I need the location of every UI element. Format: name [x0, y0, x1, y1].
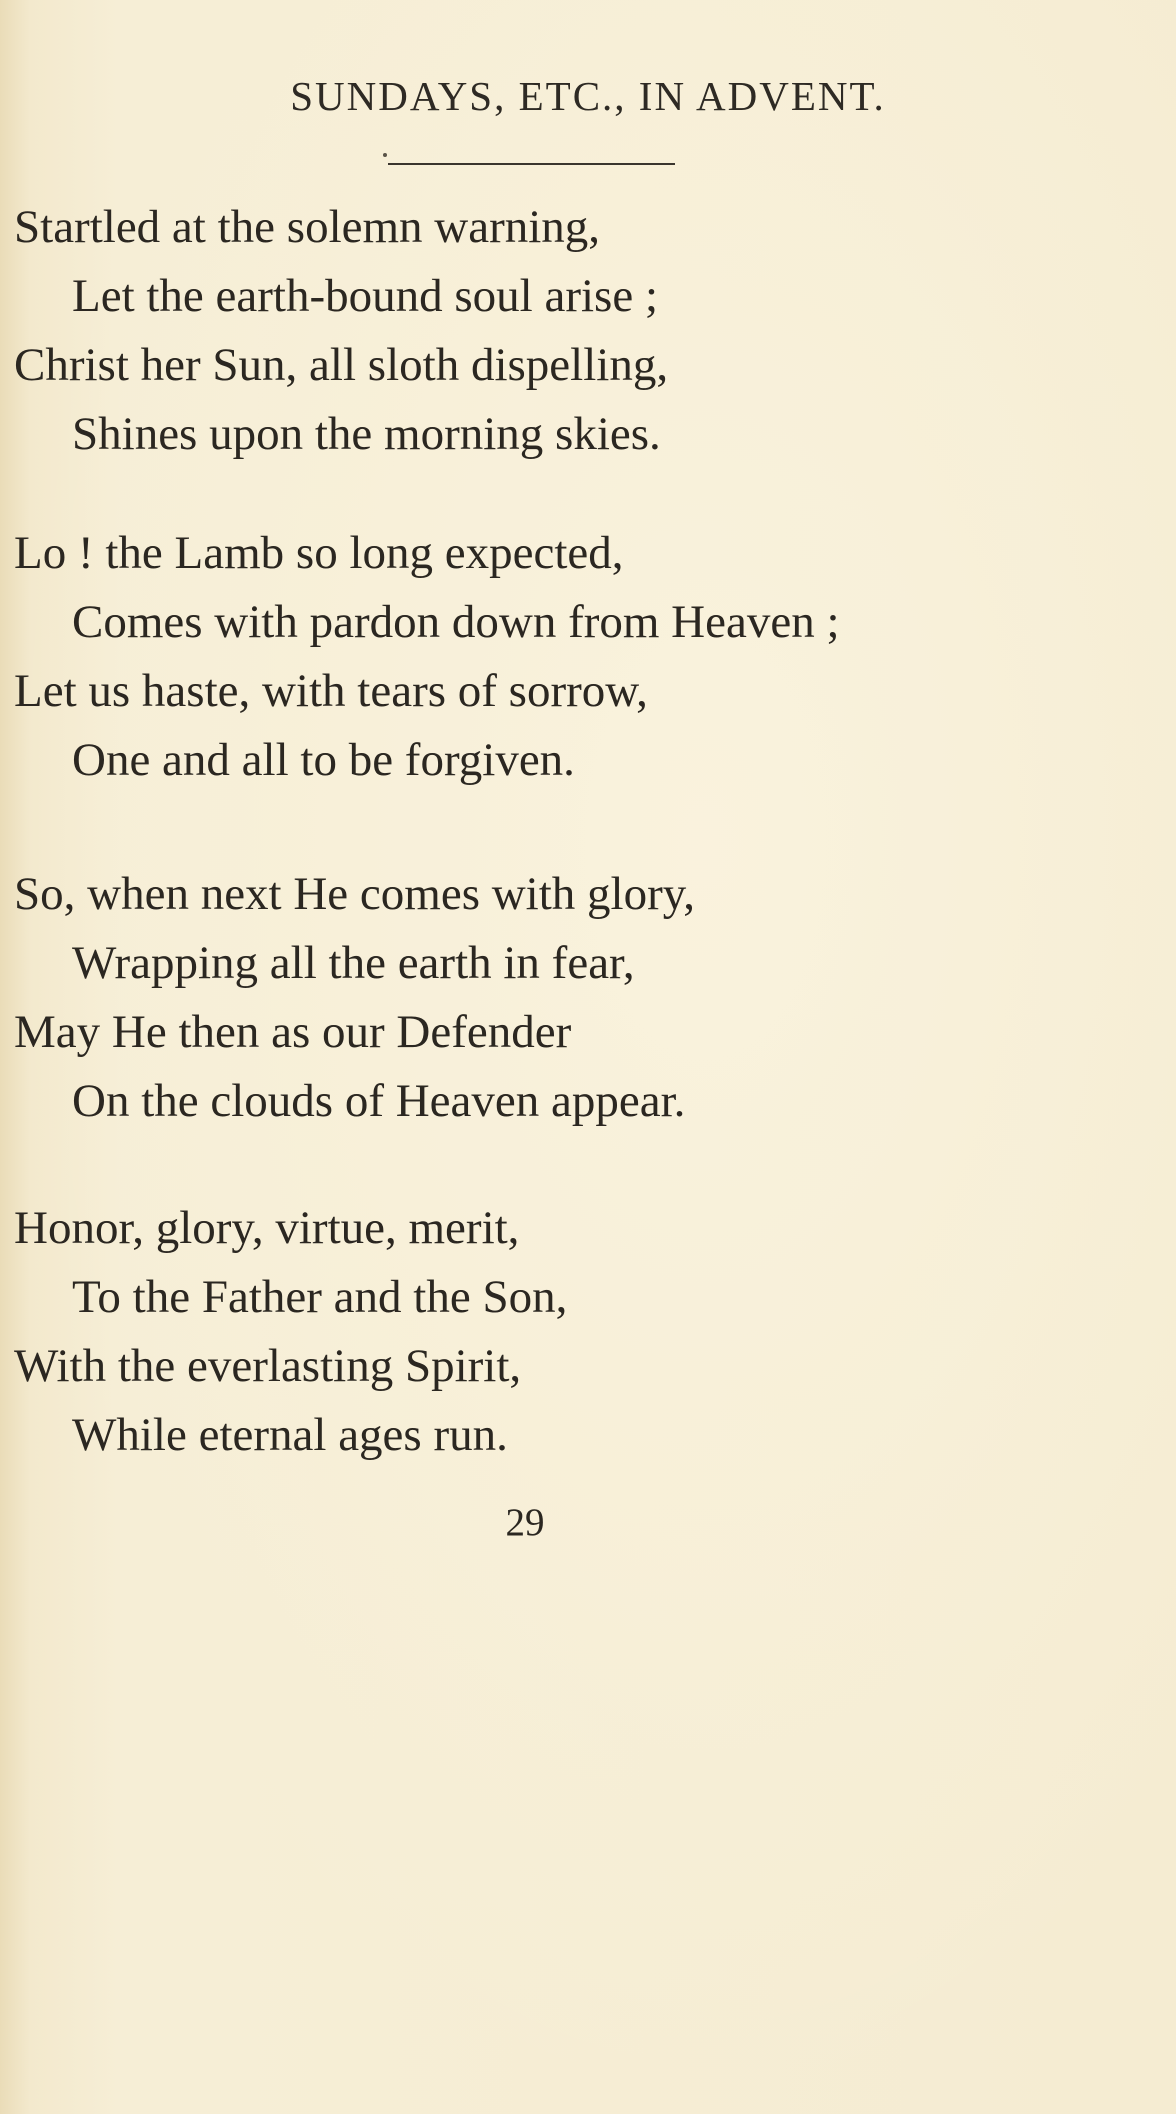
verse-line: Christ her Sun, all sloth dispelling, — [14, 339, 669, 391]
verse-line: Let us haste, with tears of sorrow, — [14, 665, 648, 717]
verse-line: To the Father and the Son, — [72, 1271, 568, 1323]
verse-line: Let the earth-bound soul arise ; — [72, 270, 659, 322]
stanza-1 — [14, 193, 1164, 469]
verse-line: Lo ! the Lamb so long expected, — [14, 527, 624, 579]
stanza-2 — [14, 519, 1164, 795]
verse-line: One and all to be forgiven. — [72, 734, 575, 786]
verse-line: So, when next He comes with glory, — [14, 868, 695, 920]
verse-line: Honor, glory, virtue, merit, — [14, 1202, 520, 1254]
verse-line: Startled at the solemn warning, — [14, 201, 601, 253]
head-rule — [388, 163, 675, 165]
head-ornament-dot — [383, 153, 387, 157]
verse-line: With the everlasting Spirit, — [14, 1340, 522, 1392]
page-number: 29 — [505, 1501, 545, 1544]
verse-line: Comes with pardon down from Heaven ; — [72, 596, 840, 648]
verse-line: While eternal ages run. — [72, 1409, 508, 1461]
stanza-3 — [14, 860, 1164, 1136]
running-head: SUNDAYS, ETC., IN ADVENT. — [290, 73, 886, 119]
stanza-4 — [14, 1194, 1164, 1470]
verse-line: On the clouds of Heaven appear. — [72, 1075, 686, 1127]
verse-line: May He then as our Defender — [14, 1006, 572, 1058]
verse-line: Wrapping all the earth in fear, — [72, 937, 635, 989]
verse-line: Shines upon the morning skies. — [72, 408, 661, 460]
